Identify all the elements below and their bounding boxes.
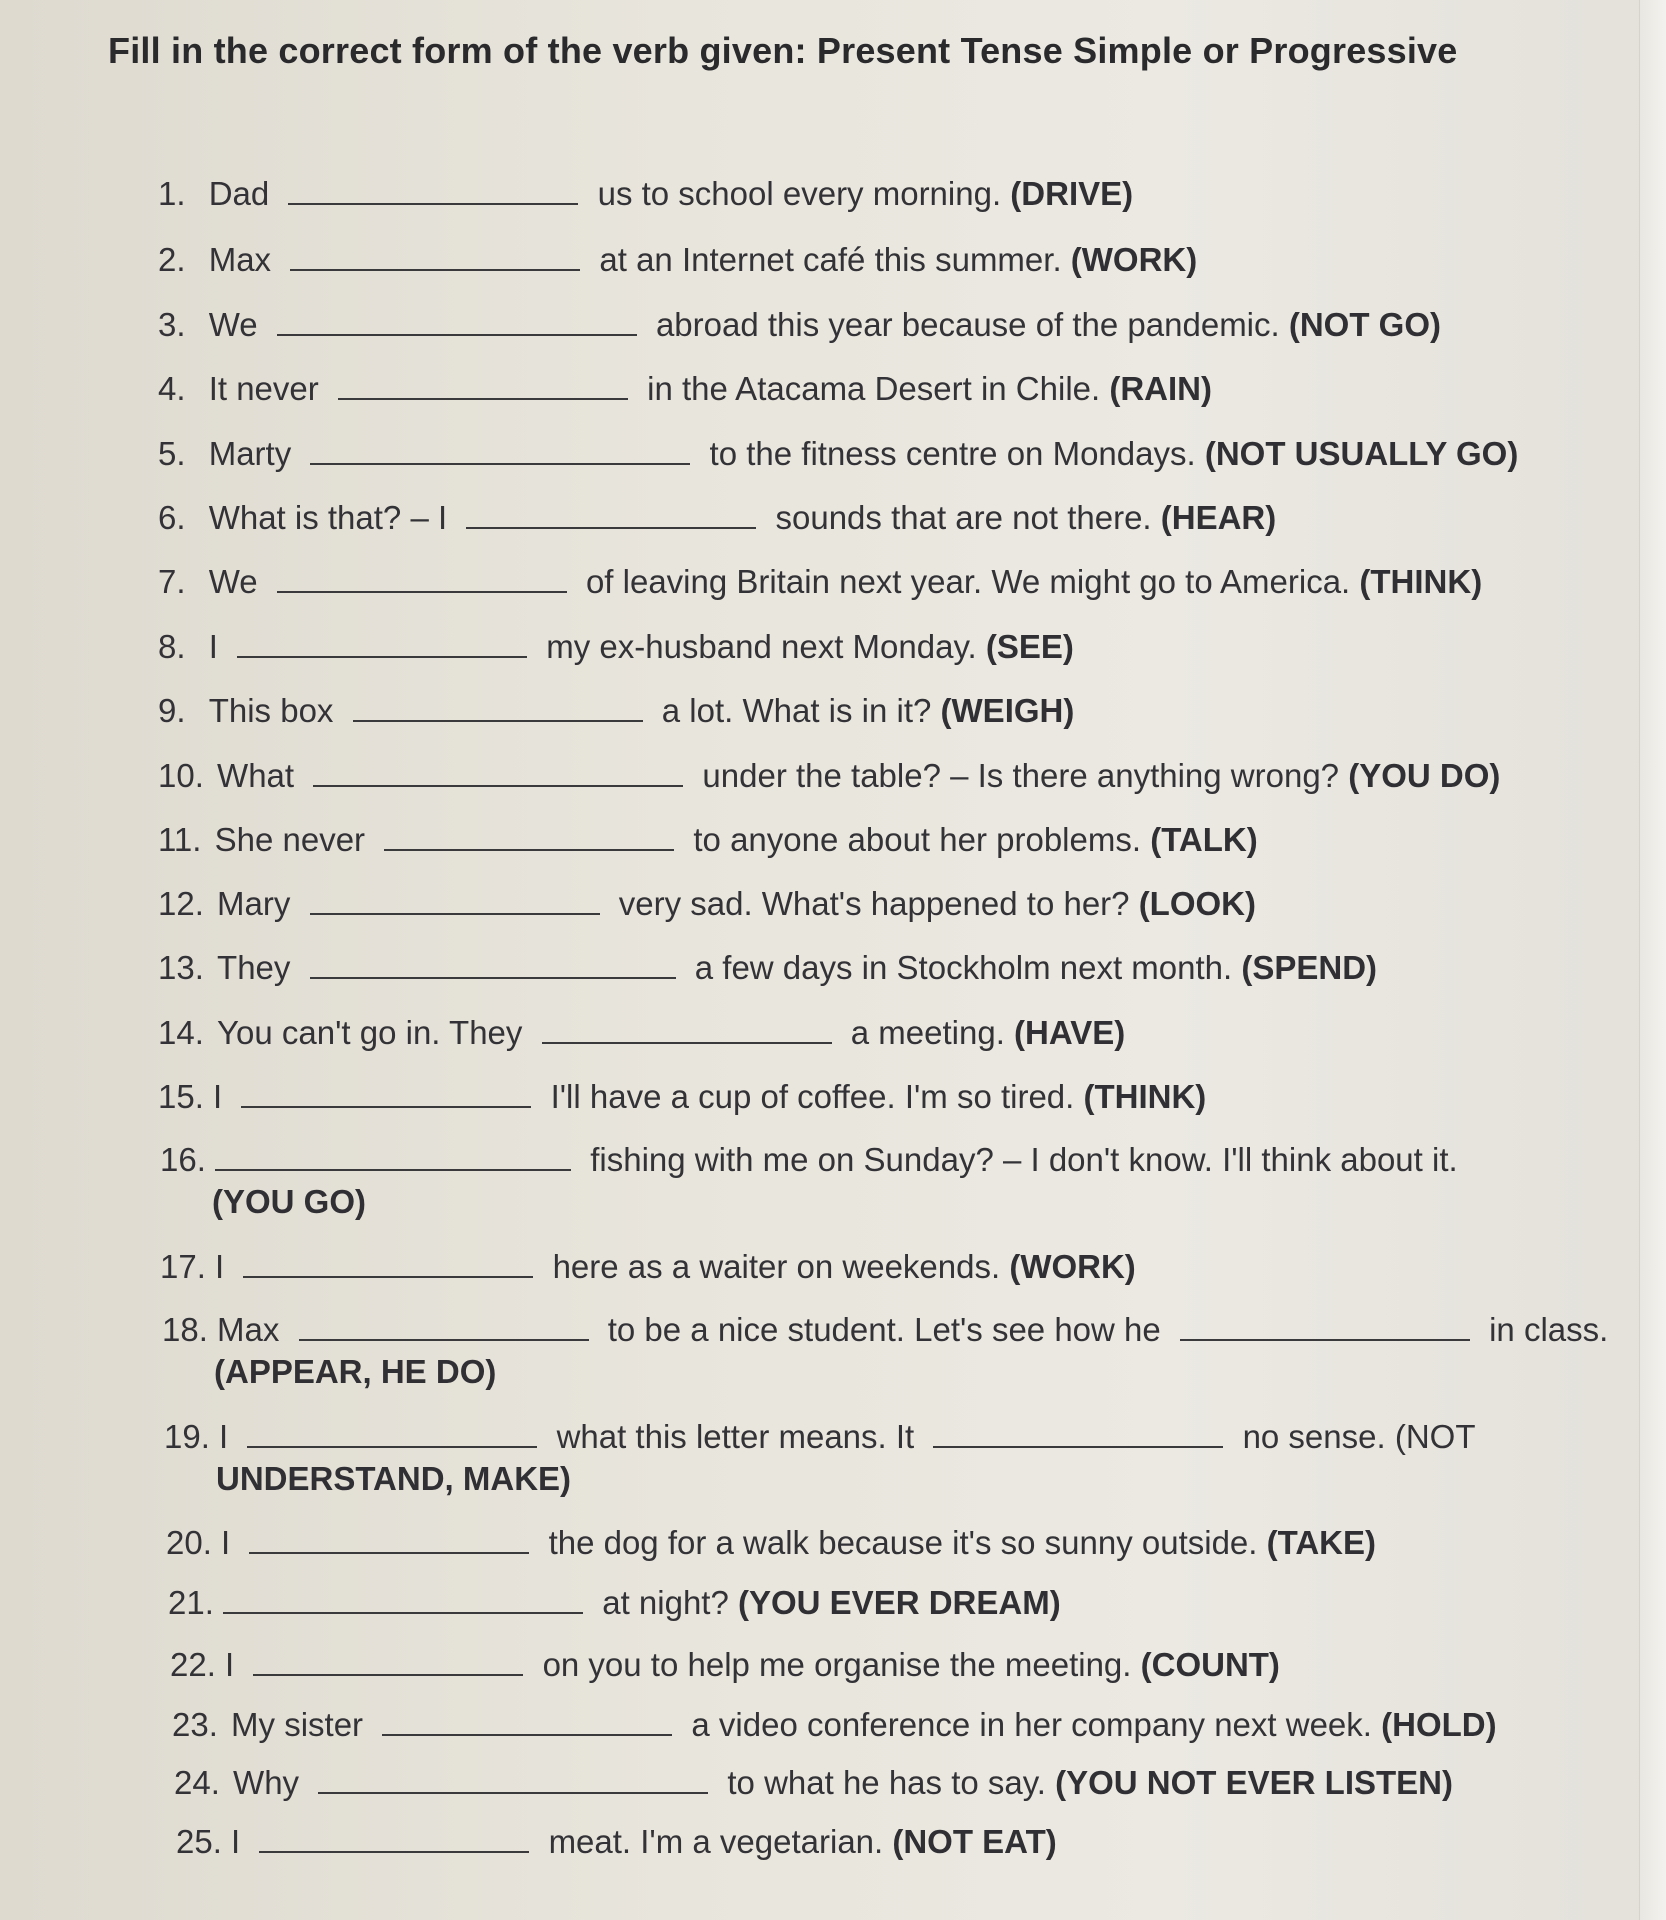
exercise-item-6: [158, 498, 1276, 538]
answer-blank[interactable]: [259, 1823, 529, 1853]
item-text-after: at night?: [602, 1584, 729, 1621]
answer-blank[interactable]: [215, 1141, 571, 1171]
exercise-item-5: [158, 434, 1518, 474]
answer-blank[interactable]: [382, 1706, 672, 1736]
verb-hint: UNDERSTAND, MAKE): [216, 1460, 572, 1497]
verb-hint: (HEAR): [1160, 499, 1277, 536]
item-text-before: My sister: [231, 1706, 364, 1743]
item-number: 3.: [158, 306, 186, 343]
item-text-after: to anyone about her problems.: [693, 821, 1142, 858]
answer-blank[interactable]: [249, 1524, 529, 1554]
verb-hint: (NOT EAT): [892, 1823, 1057, 1860]
answer-blank[interactable]: [542, 1014, 832, 1044]
answer-blank[interactable]: [241, 1078, 531, 1108]
item-number: 24.: [174, 1764, 220, 1801]
answer-blank[interactable]: [310, 885, 600, 915]
verb-hint: (TAKE): [1266, 1524, 1376, 1561]
item-text-before: Max: [208, 241, 272, 278]
verb-hint: (RAIN): [1109, 370, 1212, 407]
item-text-after: under the table? – Is there anything wrong?: [702, 757, 1340, 794]
item-number: 25.: [176, 1823, 222, 1860]
exercise-item-22: [170, 1645, 1280, 1685]
exercise-item-25: [176, 1822, 1057, 1862]
item-text-after: on you to help me organise the meeting.: [542, 1646, 1132, 1683]
exercise-item-11: [158, 820, 1258, 860]
item-number: 22.: [170, 1646, 216, 1683]
verb-hint: (NOT USUALLY GO): [1204, 435, 1519, 472]
item-text-before: We: [208, 563, 258, 600]
verb-hint: (NOT GO): [1288, 306, 1442, 343]
answer-blank-2[interactable]: [1180, 1311, 1470, 1341]
item-text-after: very sad. What's happened to her?: [618, 885, 1130, 922]
item-number: 7.: [158, 563, 186, 600]
item-text-before: Why: [233, 1764, 300, 1801]
item-text-after: the dog for a walk because it's so sunny outside.: [548, 1524, 1258, 1561]
answer-blank[interactable]: [277, 563, 567, 593]
answer-blank[interactable]: [384, 821, 674, 851]
answer-blank[interactable]: [223, 1584, 583, 1614]
item-text-before: We: [208, 306, 258, 343]
verb-hint: (THINK): [1083, 1078, 1207, 1115]
item-number: 13.: [158, 949, 204, 986]
item-text-before: This box: [208, 692, 334, 729]
item-number: 4.: [158, 370, 186, 407]
answer-blank[interactable]: [253, 1646, 523, 1676]
exercise-item-12: [158, 884, 1256, 924]
item-text-after: my ex-husband next Monday.: [546, 628, 977, 665]
answer-blank[interactable]: [310, 949, 676, 979]
verb-hint: (WEIGH): [940, 692, 1075, 729]
item-text-before: I: [208, 628, 218, 665]
verb-hint: (SEE): [985, 628, 1074, 665]
item-text-before: I: [225, 1646, 235, 1683]
item-text-before: I: [219, 1418, 229, 1455]
item-number: 2.: [158, 241, 186, 278]
item-number: 6.: [158, 499, 186, 536]
item-number: 18.: [162, 1311, 208, 1348]
item-number: 15.: [158, 1078, 204, 1115]
answer-blank[interactable]: [466, 499, 756, 529]
item-text-after: here as a waiter on weekends.: [552, 1248, 1001, 1285]
item-text-before: It never: [208, 370, 319, 407]
item-text-before: I: [215, 1248, 225, 1285]
item-text-before: Mary: [217, 885, 291, 922]
item-number: 14.: [158, 1014, 204, 1051]
item-text-after: in class.: [1489, 1311, 1609, 1348]
item-text-after: to the fitness centre on Mondays.: [709, 435, 1196, 472]
exercise-item-15: [158, 1077, 1206, 1117]
item-text-before: I: [221, 1524, 231, 1561]
item-number: 11.: [158, 821, 202, 858]
item-text-after: fishing with me on Sunday? – I don't know. I'll think about it.: [590, 1141, 1458, 1178]
exercise-item-3: [158, 305, 1441, 345]
item-text-before: I: [213, 1078, 223, 1115]
verb-hint: (HOLD): [1381, 1706, 1497, 1743]
item-number: 12.: [158, 885, 204, 922]
exercise-item-2: [158, 240, 1197, 280]
verb-hint: (DRIVE): [1010, 175, 1134, 212]
answer-blank[interactable]: [318, 1764, 708, 1794]
item-text-after: at an Internet café this summer.: [599, 241, 1062, 278]
exercise-item-20: [166, 1523, 1376, 1563]
item-text-after: in the Atacama Desert in Chile.: [647, 370, 1101, 407]
answer-blank[interactable]: [338, 370, 628, 400]
verb-hint: (HAVE): [1014, 1014, 1126, 1051]
item-text-before: I: [231, 1823, 241, 1860]
exercise-item-13: [158, 948, 1377, 988]
item-text-before: Marty: [208, 435, 292, 472]
item-number: 17.: [160, 1248, 206, 1285]
verb-hint: (LOOK): [1138, 885, 1256, 922]
item-text-before: You can't go in. They: [217, 1014, 523, 1051]
exercise-item-19: [164, 1417, 1475, 1501]
answer-blank[interactable]: [277, 306, 637, 336]
item-text-middle: what this letter means. It: [556, 1418, 915, 1455]
item-number: 19.: [164, 1418, 210, 1455]
exercise-item-7: [158, 562, 1482, 602]
verb-hint: (APPEAR, HE DO): [214, 1353, 497, 1390]
item-text-after: us to school every morning.: [597, 175, 1002, 212]
verb-hint: (YOU NOT EVER LISTEN): [1055, 1764, 1453, 1801]
item-number: 5.: [158, 435, 186, 472]
item-text-after: a meeting.: [850, 1014, 1005, 1051]
item-text-before: Max: [217, 1311, 280, 1348]
item-number: 20.: [166, 1524, 212, 1561]
item-text-after: a few days in Stockholm next month.: [694, 949, 1233, 986]
answer-blank[interactable]: [313, 757, 683, 787]
item-text-after: of leaving Britain next year. We might go to America.: [585, 563, 1351, 600]
page-edge: [1639, 0, 1666, 1920]
verb-hint: (YOU EVER DREAM): [738, 1584, 1061, 1621]
verb-hint: (THINK): [1359, 563, 1483, 600]
exercise-item-1: [158, 174, 1133, 214]
exercise-item-10: [158, 756, 1500, 796]
verb-hint: (COUNT): [1140, 1646, 1280, 1683]
worksheet-title: Fill in the correct form of the verb given: Present Tense Simple or Progressive: [108, 30, 1458, 71]
verb-hint: (WORK): [1009, 1248, 1136, 1285]
item-text-after: no sense. (NOT: [1242, 1418, 1476, 1455]
item-text-before: What: [217, 757, 295, 794]
answer-blank[interactable]: [288, 175, 578, 205]
item-number: 23.: [172, 1706, 218, 1743]
answer-blank[interactable]: [353, 692, 643, 722]
verb-hint: (SPEND): [1241, 949, 1378, 986]
item-text-after: a lot. What is in it?: [661, 692, 932, 729]
item-text-after: meat. I'm a vegetarian.: [548, 1823, 884, 1860]
verb-hint: (YOU GO): [212, 1183, 366, 1220]
exercise-item-4: [158, 369, 1212, 409]
item-number: 8.: [158, 628, 186, 665]
item-text-middle: to be a nice student. Let's see how he: [607, 1311, 1161, 1348]
verb-hint: (WORK): [1070, 241, 1198, 278]
verb-hint: (TALK): [1150, 821, 1258, 858]
exercise-item-9: [158, 691, 1074, 731]
item-text-before: They: [217, 949, 291, 986]
exercise-item-17: [160, 1247, 1136, 1287]
exercise-item-16: [160, 1140, 1458, 1224]
exercise-item-18: [162, 1310, 1608, 1394]
exercise-item-8: [158, 627, 1074, 667]
exercise-item-24: [174, 1763, 1453, 1803]
item-text-before: What is that? – I: [208, 499, 448, 536]
verb-hint: (YOU DO): [1348, 757, 1501, 794]
item-number: 21.: [168, 1584, 214, 1621]
answer-blank[interactable]: [299, 1311, 589, 1341]
item-number: 1.: [158, 175, 186, 212]
answer-blank[interactable]: [290, 241, 580, 271]
item-text-after: a video conference in her company next week.: [691, 1706, 1372, 1743]
item-text-after: abroad this year because of the pandemic.: [655, 306, 1280, 343]
exercise-item-14: [158, 1013, 1125, 1053]
item-text-before: She never: [214, 821, 366, 858]
exercise-item-23: [172, 1705, 1497, 1745]
answer-blank[interactable]: [310, 435, 690, 465]
answer-blank-2[interactable]: [933, 1418, 1223, 1448]
item-text-after: sounds that are not there.: [775, 499, 1152, 536]
item-number: 16.: [160, 1141, 206, 1178]
answer-blank[interactable]: [237, 628, 527, 658]
item-text-after: I'll have a cup of coffee. I'm so tired.: [550, 1078, 1075, 1115]
item-number: 9.: [158, 692, 186, 729]
item-text-after: to what he has to say.: [727, 1764, 1046, 1801]
answer-blank[interactable]: [243, 1248, 533, 1278]
item-number: 10.: [158, 757, 204, 794]
item-text-before: Dad: [208, 175, 270, 212]
exercise-item-21: [168, 1583, 1061, 1623]
answer-blank[interactable]: [247, 1418, 537, 1448]
